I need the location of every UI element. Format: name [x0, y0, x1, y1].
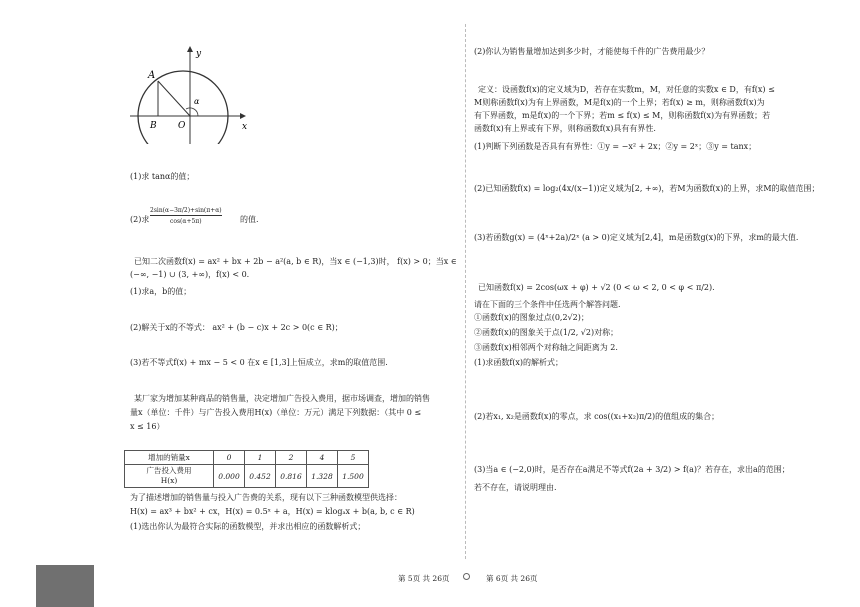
q1-part2-denominator: cos(α+5π) [170, 218, 202, 225]
table-cell: 5 [338, 451, 369, 465]
table-cell: 0.816 [276, 465, 307, 488]
q5-condition2: ②函数f(x)的图象关于点(1/2, √2)对称； [474, 328, 619, 337]
q3-models-intro: 为了描述增加的销售量与投入广告费的关系，现有以下三种函数模型供选择： [130, 493, 402, 502]
label-B: B [150, 121, 157, 131]
q4-part1: (1)判断下列函数是否具有有界性：①y = −x² + 2x；②y = 2ˣ；③y = tanx； [474, 142, 757, 151]
q5-part3: (3)当a ∈ (−2,0)时，是否存在a满足不等式f(2a + 3/2) > f(a)？若存在，求出a的范围； [474, 465, 790, 474]
q5-part2: (2)若x₁, x₂是函数f(x)的零点，求 cos((x₁+x₂)π/2)的值组成的集合； [474, 412, 720, 421]
y-axis-arrow [187, 46, 193, 52]
unit-circle-figure [128, 44, 252, 144]
table-cell: 0.000 [214, 465, 245, 488]
q4-part3: (3)若函数g(x) = (4ˣ+2a)/2ˣ (a > 0)定义域为[2,4]，m是函数g(x)的下界，求m的最大值. [474, 233, 799, 242]
q3-models: H(x) = ax³ + bx² + cx，H(x) = 0.5ˣ + a，H(x) = klogₐx + b(a, b, c ∈ R) [130, 507, 415, 516]
q5-part3-line2: 若不存在，请说明理由. [474, 483, 557, 492]
q2-part1: (1)求a，b的值； [130, 287, 192, 296]
table-row [125, 451, 369, 465]
q2-stem-line2: (−∞, −1) ∪ (3, +∞)，f(x) < 0. [130, 270, 250, 279]
label-O: O [178, 121, 186, 131]
ray-OA [158, 81, 190, 116]
q4-definition-line1: 定义：设函数f(x)的定义域为D，若存在实数m，M，对任意的实数x ∈ D，有f(x) ≤ [478, 85, 775, 94]
q5-condition3: ③函数f(x)相邻两个对称轴之间距离为 2. [474, 343, 618, 352]
q1-part2-suffix: 的值. [240, 215, 259, 224]
label-x: x [242, 122, 248, 132]
table-header-line1: 广告投入费用 [146, 466, 192, 475]
q3-stem-line3: x ≤ 16） [130, 422, 165, 431]
table-header-line2: H(x) [160, 476, 178, 485]
q4-definition-line4: 函数f(x)有上界或有下界，则称函数f(x)具有有界性. [474, 124, 656, 133]
label-y: y [196, 49, 202, 59]
q4-part2: (2)已知函数f(x) = log₂(4x/(x−1))定义域为[2, +∞)，若M为函数f(x)的上界，求M的取值范围； [474, 184, 820, 193]
gray-block [36, 565, 94, 607]
q4-definition-line3: 有下界函数，m是f(x)的一个下界；若m ≤ f(x) ≤ M，则称函数f(x)为有界函数；若 [474, 111, 771, 120]
table-cell: 2 [276, 451, 307, 465]
q5-choose: 请在下面的三个条件中任选两个解答问题. [474, 300, 621, 309]
x-axis-arrow [240, 113, 246, 119]
table-row [125, 465, 369, 488]
page-separator-icon [463, 573, 470, 580]
table-cell: 1.328 [307, 465, 338, 488]
table-cell: 0.452 [245, 465, 276, 488]
q4-definition-line2: M则称函数f(x)为有上界函数，M是f(x)的一个上界；若f(x) ≥ m，则称函数f(x)为 [474, 98, 765, 107]
q1-part2-prefix: (2)求 [130, 215, 150, 224]
page-number-right: 第 6页 共 26页 [486, 574, 538, 583]
table-header-cell: 增加的销量x [125, 451, 214, 465]
table-cell: 0 [214, 451, 245, 465]
q1-part2-numerator: 2sin(α−3π/2)+sin(π+α) [150, 207, 222, 214]
label-alpha: α [194, 97, 200, 106]
label-A: A [148, 70, 156, 81]
page-number-left: 第 5页 共 26页 [398, 574, 450, 583]
q3-part2: (2)你认为销售量增加达到多少时，才能使每千件的广告费用最少？ [474, 47, 710, 56]
angle-arc [186, 108, 198, 116]
q5-condition1: ①函数f(x)的图象过点(0,2√2)； [474, 313, 589, 322]
data-table [124, 450, 369, 488]
table-cell: 4 [307, 451, 338, 465]
q1-part1: (1)求 tanα的值； [130, 172, 195, 181]
table-cell: 1 [245, 451, 276, 465]
q3-part1: (1)选出你认为最符合实际的函数模型，并求出相应的函数解析式； [130, 522, 366, 531]
column-divider [465, 24, 466, 559]
q5-part1: (1)求函数f(x)的解析式； [474, 358, 564, 367]
circle [138, 71, 228, 144]
table-header-cell [125, 465, 214, 488]
q2-part3: (3)若不等式f(x) + mx − 5 < 0 在x ∈ [1,3]上恒成立，求m的取值范围. [130, 358, 388, 367]
q3-stem-line2: 量x（单位：千件）与广告投入费用H(x)（单位：万元）满足下列数据：（其中 0 ≤ [130, 408, 422, 417]
q2-part2: (2)解关于x的不等式： ax² + (b − c)x + 2c > 0(c ∈ R)； [130, 323, 343, 332]
table-cell: 1.500 [338, 465, 369, 488]
q3-stem-line1: 某厂家为增加某种商品的销售量，决定增加广告投入费用，据市场调查，增加的销售 [134, 394, 430, 403]
q2-stem-line1: 已知二次函数f(x) = ax² + bx + 2b − a²(a, b ∈ R)，当x ∈ (−1,3)时， f(x) > 0；当x ∈ [134, 257, 457, 266]
q5-stem: 已知函数f(x) = 2cos(ωx + φ) + √2 (0 < ω < 2, 0 < φ < π/2). [478, 283, 715, 292]
